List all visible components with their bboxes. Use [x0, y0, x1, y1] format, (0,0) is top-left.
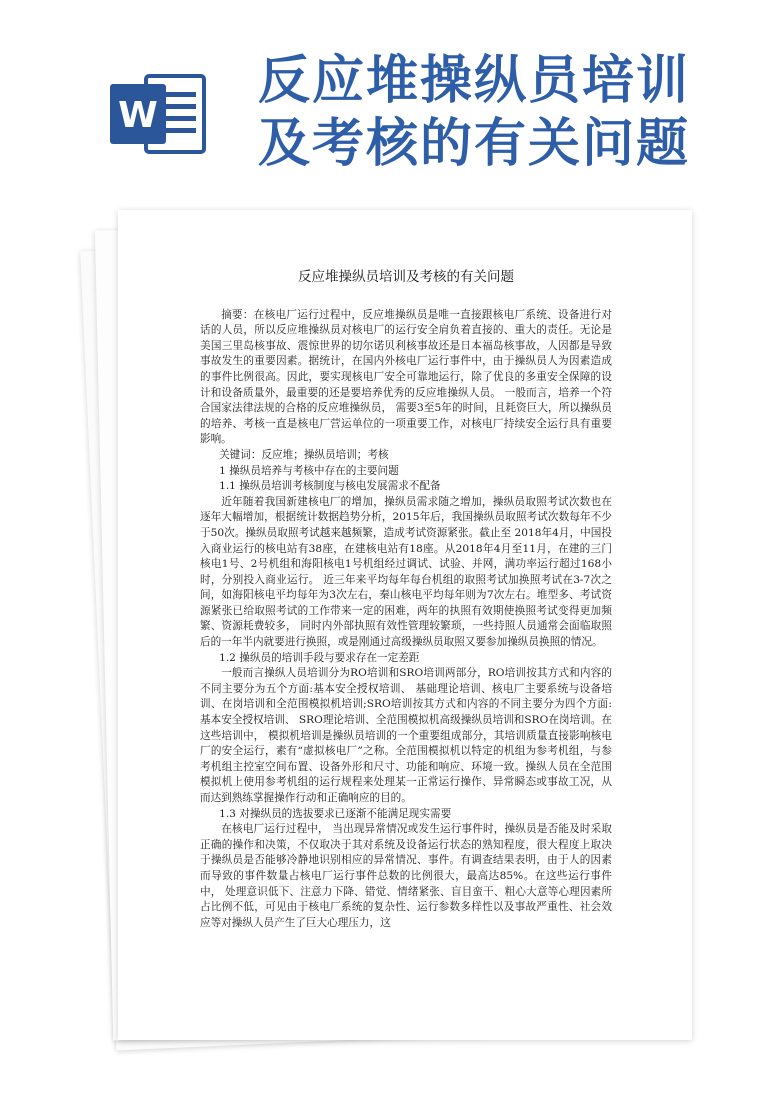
word-icon	[108, 72, 206, 156]
banner-title-line-1: 反应堆操纵员培训	[258, 51, 691, 111]
keywords-line: 关键词：反应堆；操纵员培训；考核	[219, 448, 389, 461]
document-body	[200, 262, 612, 1002]
word-logo-letter: W	[118, 95, 158, 136]
section-heading: 1 操纵员培养与考核中存在的主要问题	[219, 464, 399, 477]
body-paragraph: 一般而言操纵人员培训分为RO培训和SRO培训两部分，RO培训按其方式和内容的不同主要分为五个方面:基本安全授权培训、 基础理论培训、核电厂主要系统与设备培训、在岗培训和全范围模拟机培训;SRO培训按其方式和内容的不同主要分为四个方面:基本安全授权培训、 SRO理论培训、全范围模拟机高级操纵员培训和SRO在岗培训。在这些培训中， 模拟机培训是操纵员培训的一个重要组成部分，其培训质量直接影响核电厂的安全运行，素有“虚拟核电厂”之称。全范围模拟机以特定的机组为参考机组，与参考机组主控室空间布置、设备外形和尺寸、功能和响应、环境一致。操纵人员在全范围模拟机上使用参考机组的运行规程来处理某一正常运行操作、异常瞬态或事故工况，从而达到熟练掌握操作行动和正确响应的目的。	[200, 667, 612, 804]
document-title: 反应堆操纵员培训及考核的有关问题	[298, 269, 514, 285]
banner-title	[258, 50, 758, 176]
subsection-heading: 1.3 对操纵员的选拔要求已逐渐不能满足现实需要	[219, 807, 452, 820]
body-paragraph: 近年随着我国新建核电厂的增加，操纵员需求随之增加，操纵员取照考试次数也在逐年大幅增加，根据统计数据趋势分析，2015年后，我国操纵员取照考试次数每年不少于50次。操纵员取照考试越来越频繁，造成考试资源紧张。截止至 2018年4月，中国投入商业运行的核电站有38座，在建核电站有18座。从2018年4月至11月，在建的三门核电1号、2号机组和海阳核电1号机组经过调试、试验、并网，满功率运行超过168小时，分别投入商业运行。 近三年来平均每年每台机组的取照考试加换照考试在3-7次之间，如海阳核电平均每年为3次左右，秦山核电平均每年则为7次左右。堆型多、考试资源紧张已给取照考试的工作带来一定的困难，两年的执照有效期使换照考试变得更加频繁、资源耗费较多， 同时内外部执照有效性管理较繁琐，一些持照人员通常会面临取照后的一年半内就要进行换照，或是刚通过高级操纵员取照又要参加操纵员换照的情况。	[200, 495, 612, 649]
subsection-heading: 1.1 操纵员培训考核制度与核电发展需求不配备	[219, 480, 441, 493]
banner-title-line-2: 及考核的有关问题	[258, 114, 691, 174]
body-paragraph: 在核电厂运行过程中， 当出现异常情况或发生运行事件时，操纵员是否能及时采取正确的操作和决策，不仅取决于其对系统及设备运行状态的熟知程度，很大程度上取决于操纵员是否能够冷静地识别相应的异常情况、事件。有调查结果表明，由于人的因素而导致的事件数量占核电厂运行事件总数的比例很大，最高达85%。在这些运行事件中， 处理意识低下、注意力下降、错觉、情绪紧张、盲目蛮干、粗心大意等心理因素所占比例不低，可见由于核电厂系统的复杂性、运行参数多样性以及事故严重性、社会效应等对操纵人员产生了巨大心理压力，这	[200, 823, 612, 929]
abstract-paragraph: 摘要：在核电厂运行过程中，反应堆操纵员是唯一直接跟核电厂系统、设备进行对话的人员，所以反应堆操纵员对核电厂的运行安全肩负着直接的、重大的责任。无论是美国三里岛核事故、震惊世界的切尔诺贝利核事故还是日本福岛核事故，人因都是导致事故发生的重要因素。据统计，在国内外核电厂运行事件中，由于操纵员人为因素造成的事件比例很高。因此，要实现核电厂安全可靠地运行，除了优良的多重安全保障的设计和设备质量外，最重要的还是要培养优秀的反应堆操纵人员。 一般而言，培养一个符合国家法律法规的合格的反应堆操纵员， 需要3至5年的时间，且耗资巨大，所以操纵员的培养、考核一直是核电厂营运单位的一项重要工作，对核电厂持续安全运行具有重要影响。	[200, 308, 612, 446]
subsection-heading: 1.2 操纵员的培训手段与要求存在一定差距	[219, 651, 420, 664]
